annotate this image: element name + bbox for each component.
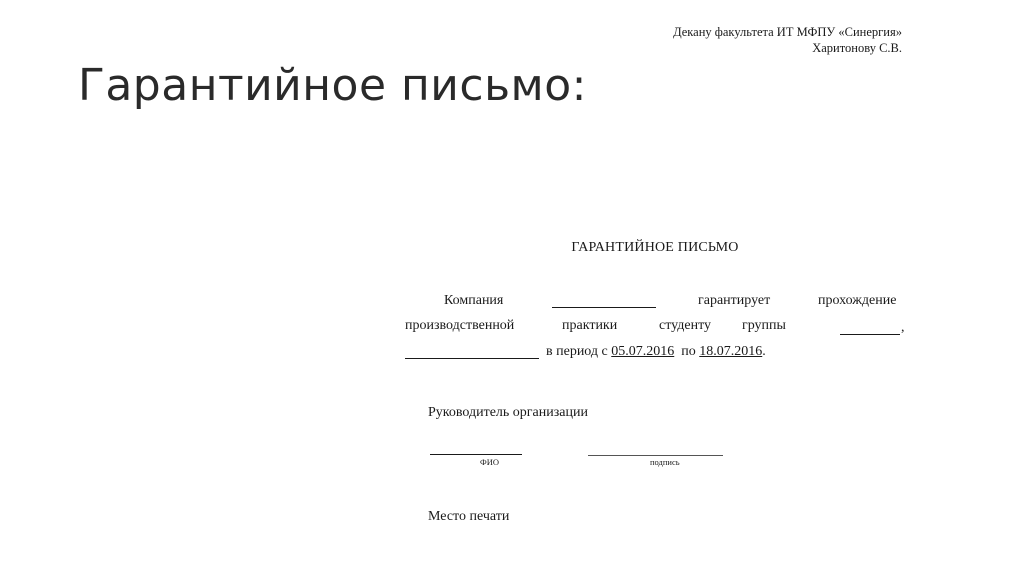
signature-blank	[588, 455, 723, 456]
word-guarantees: гарантирует	[698, 293, 771, 308]
head-of-organization-label: Руководитель организации	[428, 405, 588, 420]
word-company: Компания	[444, 293, 504, 308]
fio-label: ФИО	[480, 457, 499, 467]
word-passing: прохождение	[818, 293, 897, 308]
period-prefix: в период с	[546, 344, 612, 359]
slide-title: Гарантийное письмо:	[78, 60, 587, 111]
comma: ,	[901, 320, 905, 335]
period-end: .	[762, 344, 766, 359]
addressee-line-2: Харитонову С.В.	[812, 41, 902, 55]
period-line	[546, 344, 766, 360]
letter-heading: ГАРАНТИЙНОЕ ПИСЬМО	[571, 240, 739, 255]
period-mid: по	[674, 344, 700, 359]
date-to: 18.07.2016	[699, 344, 763, 359]
word-industrial: производственной	[405, 318, 515, 333]
group-number-blank	[840, 334, 900, 335]
stamp-place-label: Место печати	[428, 509, 510, 524]
student-name-blank	[405, 358, 539, 359]
company-name-blank	[552, 307, 656, 308]
word-student: студенту	[659, 318, 712, 333]
date-from: 05.07.2016	[611, 344, 675, 359]
fio-blank	[430, 454, 522, 455]
addressee-block	[673, 24, 902, 56]
word-practice: практики	[562, 318, 618, 333]
addressee-line-1: Декану факультета ИТ МФПУ «Синергия»	[673, 25, 902, 39]
word-group: группы	[742, 318, 786, 333]
signature-label: подпись	[650, 457, 680, 467]
